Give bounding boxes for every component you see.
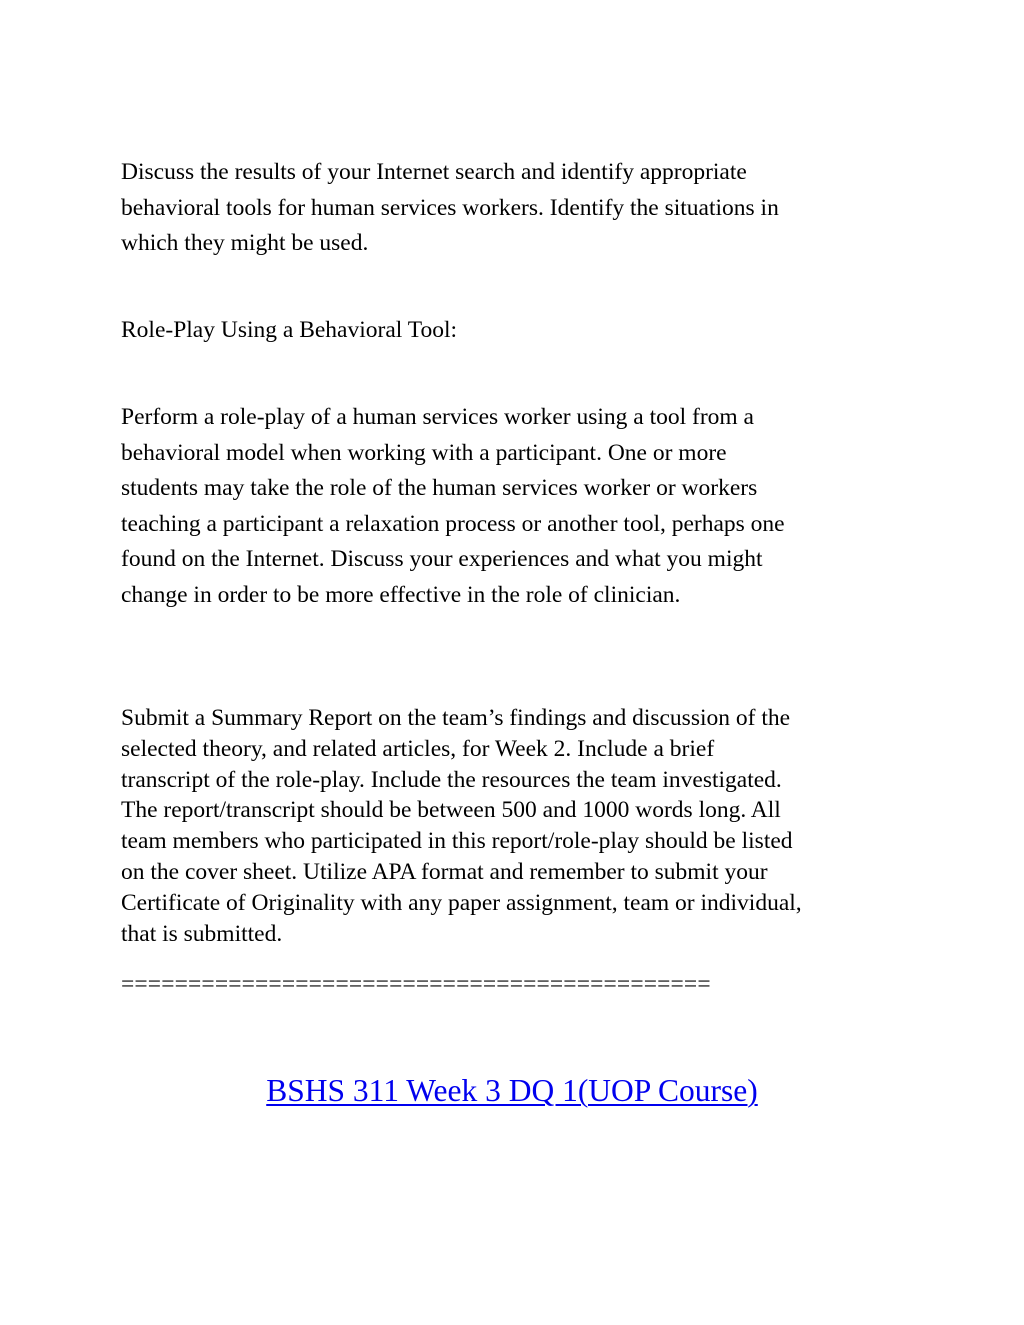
paragraph-perform-role-play: Perform a role-play of a human services worker using a tool from a behavioral model when working with a participant. One or more students may take the role of the human services worker or workers teaching a participant a relaxation process or another tool, perhaps one found on the Internet. Discuss your experiences and what you might change in order to be more effective in the role of clinician. <box>121 404 785 608</box>
paragraph-discuss-results: Discuss the results of your Internet search and identify appropriate behavioral tools for human services workers. Identify the situations in which they might be used. <box>121 159 779 256</box>
course-link[interactable]: BSHS 311 Week 3 DQ 1(UOP Course) <box>266 1073 758 1108</box>
paragraph-role-play-heading: Role-Play Using a Behavioral Tool: <box>121 317 458 343</box>
paragraph-submit-summary-report: Submit a Summary Report on the team’s findings and discussion of the selected theory, and related articles, for Week 2. Include a brief transcript of the role-play. Include the resources the team investigated. The report/transcript should be between 500 and 1000 words long. All team members who participated in this report/role-play should be listed on the cover sheet. Utilize APA format and remember to submit your Certificate of Originality with any paper assignment, team or individual, that is submitted. <box>121 705 802 947</box>
separator-line: ============================================ <box>121 971 711 997</box>
